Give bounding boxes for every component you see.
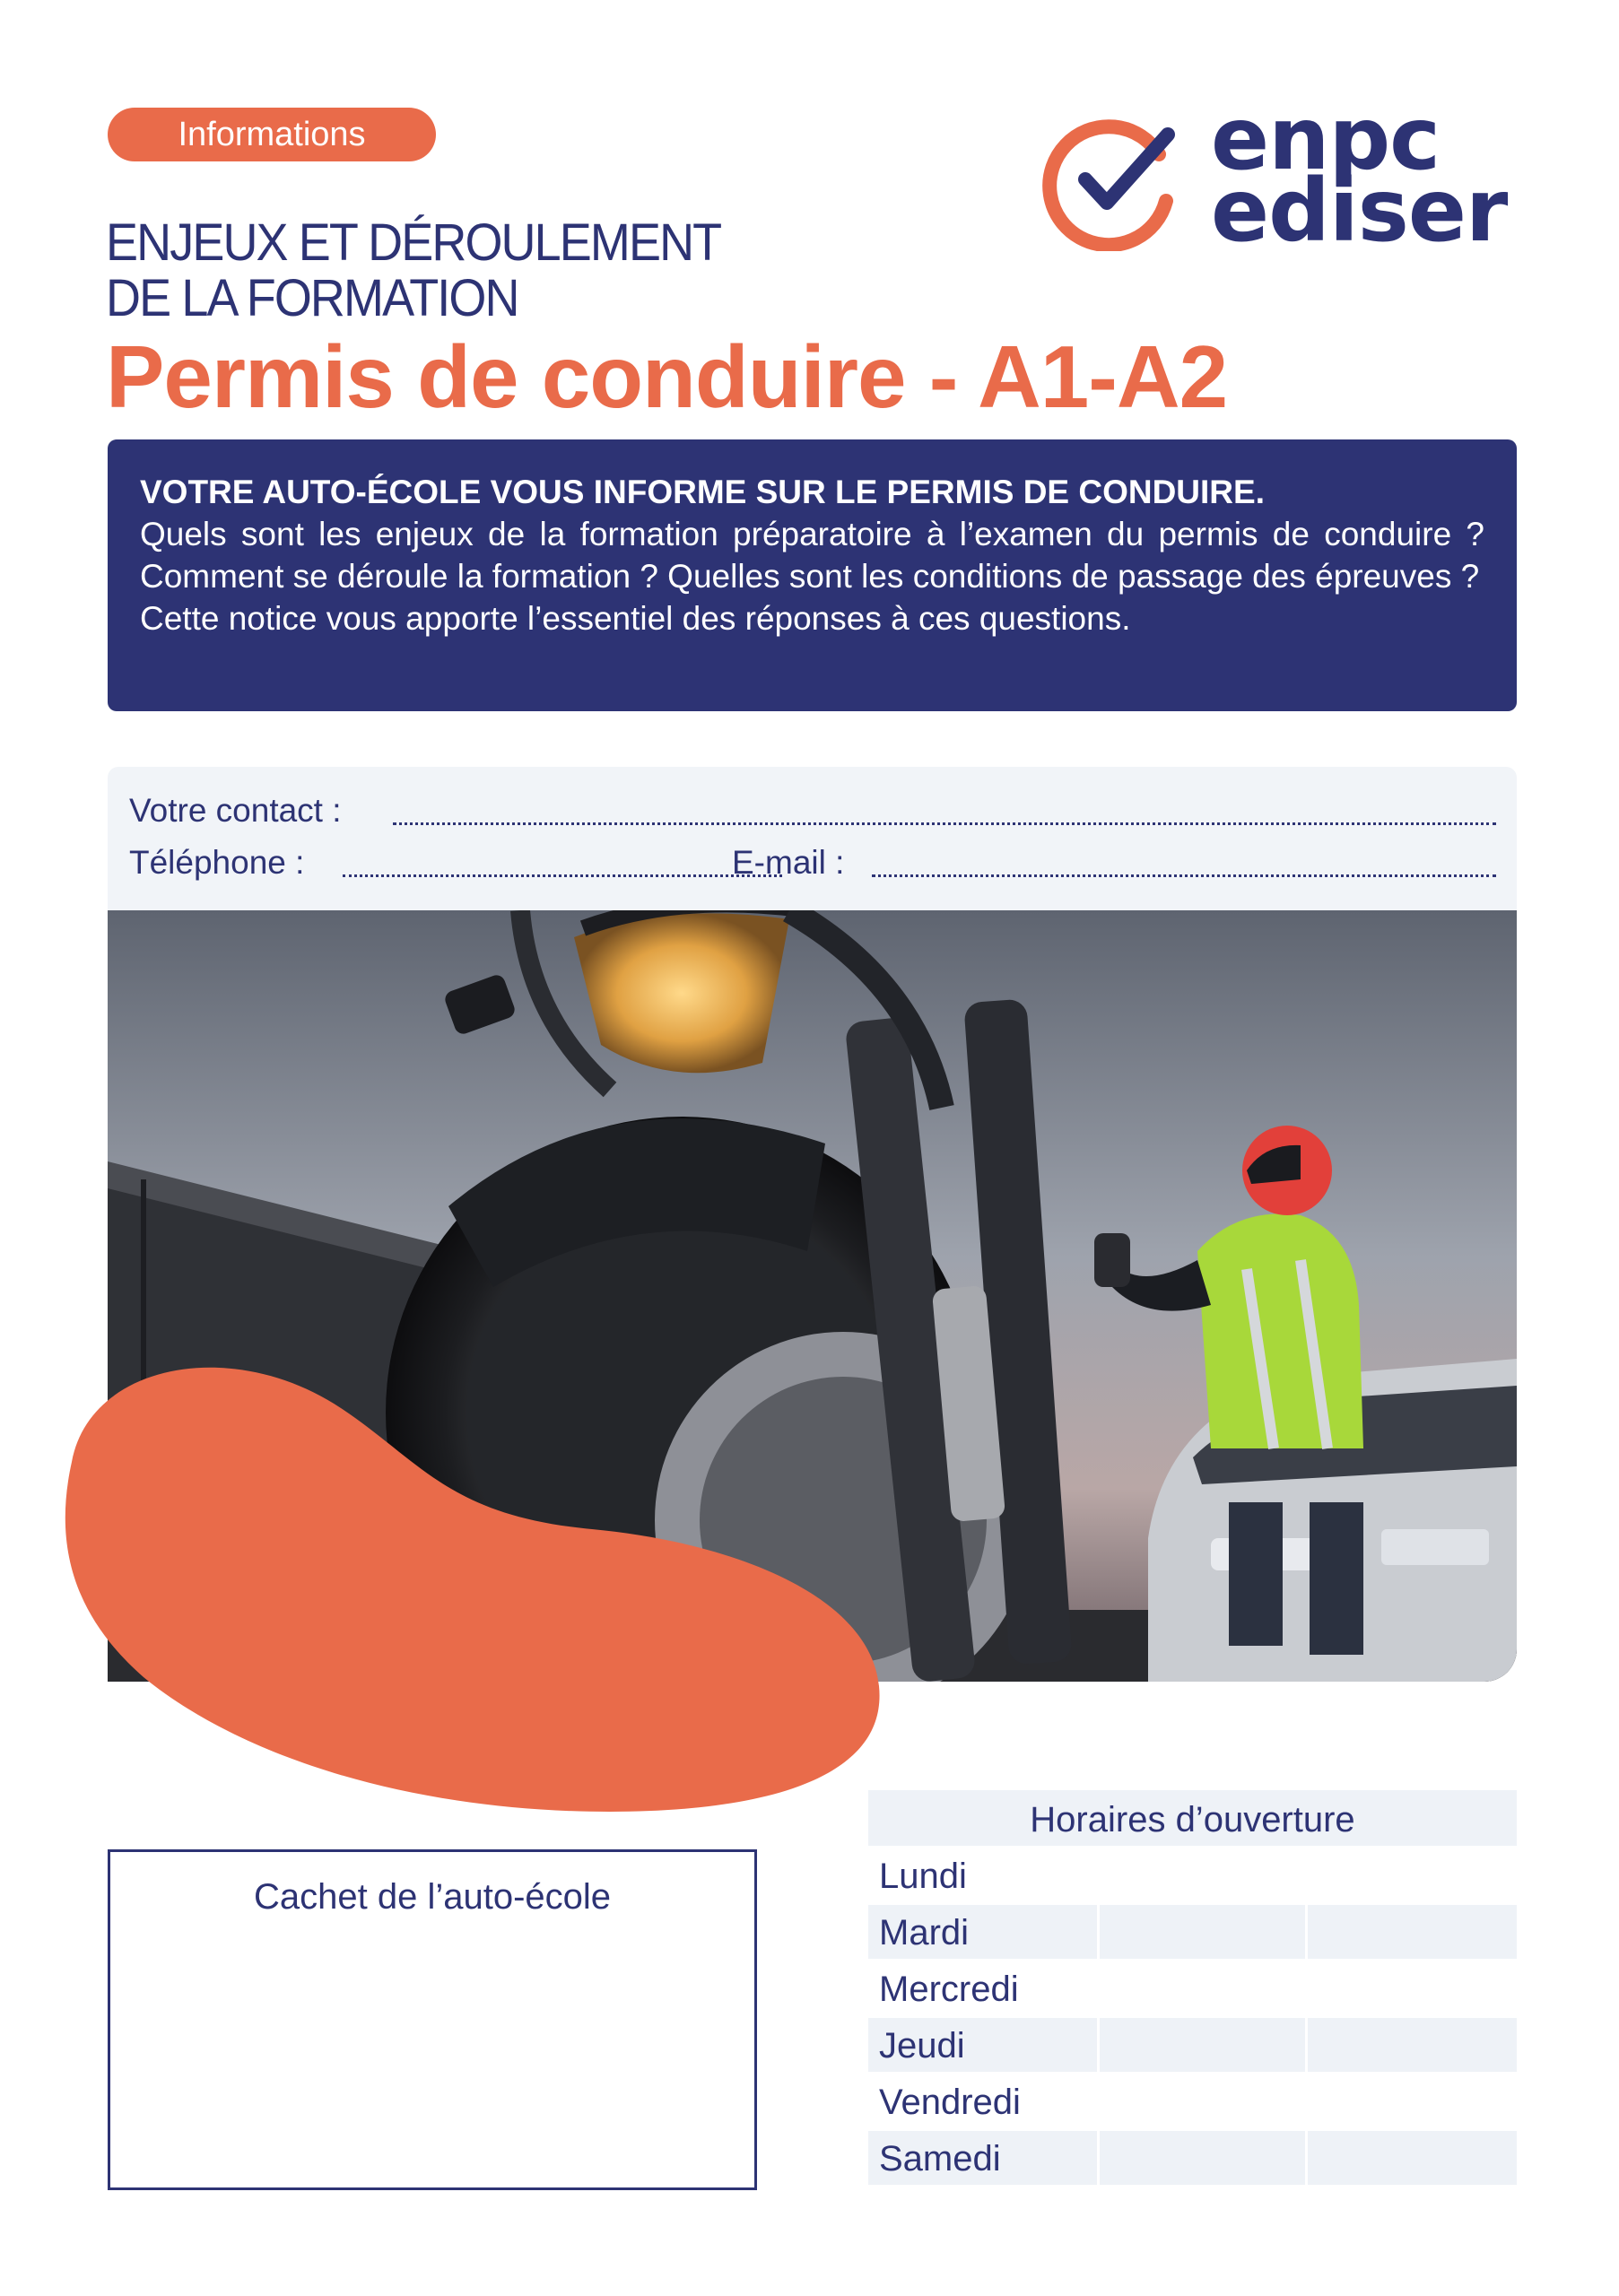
hours-cell-morning[interactable] [1100, 1905, 1305, 1959]
opening-hours-table [868, 1790, 1517, 2185]
contact-field[interactable] [393, 822, 1496, 825]
enpc-ediser-logo [1040, 89, 1525, 261]
hours-cell-afternoon[interactable] [1308, 1961, 1517, 2015]
opening-hours-title: Horaires d’ouverture [868, 1790, 1517, 1846]
logo-word-ediser: ediser [1211, 161, 1508, 261]
contact-label: Votre contact : [129, 792, 342, 829]
page-title: Permis de conduire - A1-A2 [106, 327, 1228, 426]
hours-row-mercredi [868, 1961, 1517, 2015]
info-text: Quels sont les enjeux de la formation préparatoire à l’examen du permis de conduire ? Comment se déroule la formation ? Quelles sont les conditions de passage des épreuves ? [140, 516, 1484, 595]
hours-row-mardi [868, 1905, 1517, 1959]
informations-tag: Informations [108, 108, 436, 161]
contact-panel [108, 767, 1517, 910]
phone-label: Téléphone : [129, 844, 305, 881]
hours-cell-afternoon[interactable] [1308, 1905, 1517, 1959]
day-label: Mercredi [879, 1970, 1019, 2009]
hours-row-jeudi [868, 2018, 1517, 2072]
hours-cell-afternoon[interactable] [1308, 2018, 1517, 2072]
email-label: E-mail : [732, 844, 845, 881]
day-label: Mardi [868, 1905, 1097, 1959]
hours-cell-afternoon[interactable] [1308, 1848, 1517, 1902]
hours-row-vendredi [868, 2074, 1517, 2128]
hours-cell-afternoon[interactable] [1308, 2074, 1517, 2128]
day-label: Samedi [868, 2131, 1097, 2185]
info-heading: VOTRE AUTO-ÉCOLE VOUS INFORME SUR LE PERMIS DE CONDUIRE. [140, 474, 1265, 510]
day-label: Jeudi [868, 2018, 1097, 2072]
email-field[interactable] [872, 874, 1496, 877]
hours-cell-morning[interactable] [1100, 2131, 1305, 2185]
subtitle-line-2: DE LA FORMATION [106, 269, 518, 327]
hours-cell-morning[interactable] [1100, 2018, 1305, 2072]
hours-row-lundi [868, 1848, 1517, 1902]
stamp-label: Cachet de l’auto-école [253, 1877, 612, 1917]
hours-cell-morning[interactable] [1100, 2074, 1305, 2128]
day-label: Lundi [879, 1857, 967, 1896]
stamp-box[interactable] [108, 1849, 757, 2190]
subtitle-line-1: ENJEUX ET DÉROULEMENT [106, 213, 721, 272]
hours-cell-afternoon[interactable] [1308, 2131, 1517, 2185]
hours-cell-morning[interactable] [1100, 1848, 1305, 1902]
hours-row-samedi [868, 2131, 1517, 2185]
logo-word-enpc: enpc [1211, 89, 1441, 189]
info-text-last: Cette notice vous apporte l’essentiel des réponses à ces questions. [140, 600, 1131, 637]
hours-cell-morning[interactable] [1100, 1961, 1305, 2015]
day-label: Vendredi [879, 2083, 1021, 2122]
check-circle-icon [1040, 108, 1184, 251]
info-box [108, 439, 1517, 711]
orange-blob-decoration [36, 1327, 897, 1812]
phone-field[interactable] [343, 874, 782, 877]
